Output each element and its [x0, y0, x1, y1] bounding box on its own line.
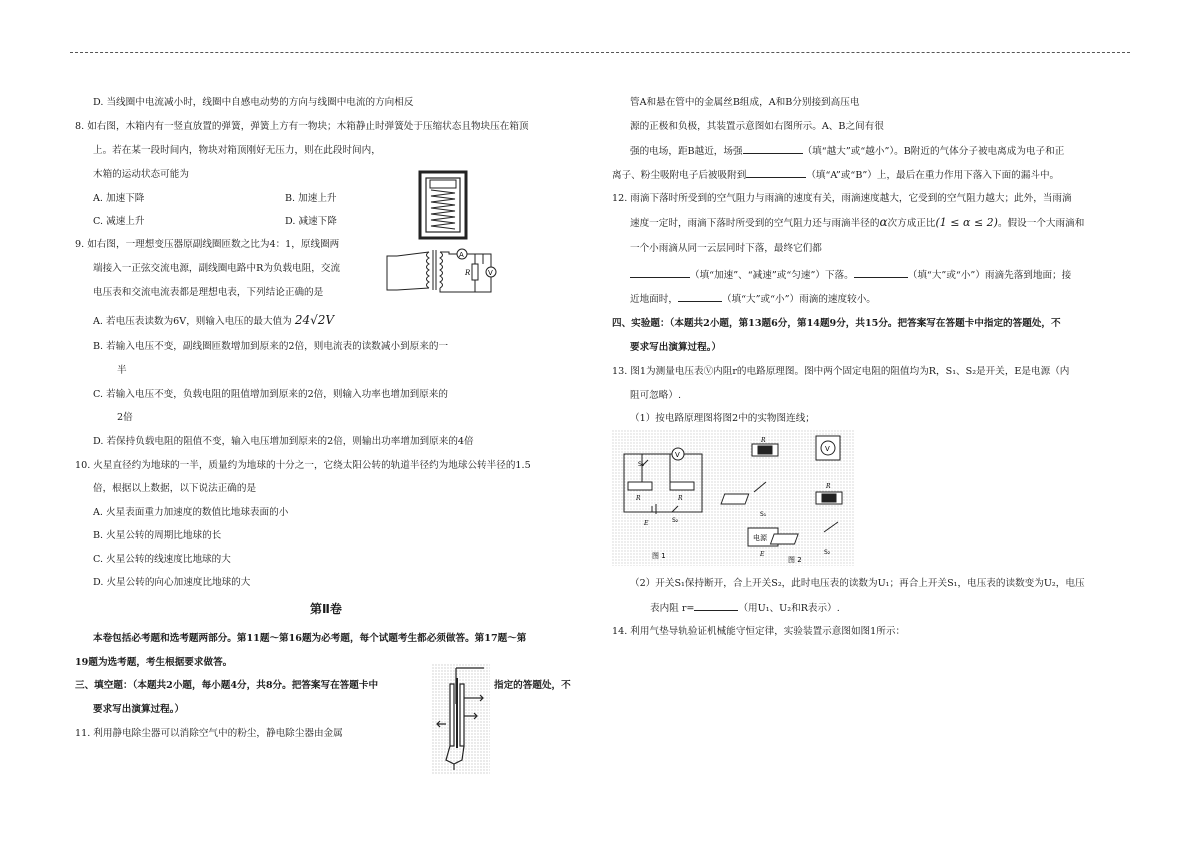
- q13-part2-1: （2）开关S₁保持断开，合上开关S₂，此时电压表的读数为U₁；再合上开关S₁，电压表的读数变为U₂，电压: [630, 578, 1085, 589]
- q12-stem-2c: 。假设一个大雨滴和: [997, 218, 1085, 229]
- q10-option-b: B. 火星公转的周期比地球的长: [93, 530, 222, 541]
- fig1-s2-label: S₂: [672, 517, 679, 524]
- answer-blank[interactable]: [694, 601, 738, 611]
- q12-stem-4a: （填“加速”、“减速”或“匀速”）下落。: [690, 270, 854, 281]
- q9-option-b-1: B. 若输入电压不变，副线圈匝数增加到原来的2倍，则电流表的读数减小到原来的一: [93, 341, 449, 352]
- circuit-figures: [612, 430, 855, 566]
- q8-stem-2: 上。若在某一段时间内，物块对箱顶刚好无压力，则在此段时间内，: [93, 145, 381, 156]
- q12-stem-5: [630, 292, 876, 306]
- q7-option-d: D. 当线圈中电流减小时，线圈中自感电动势的方向与线圈中电流的方向相反: [93, 97, 414, 108]
- section3-heading-2: 要求写出演算过程。）: [93, 704, 185, 715]
- fig2-r2-label: R: [826, 483, 831, 490]
- fig1-e-label: E: [644, 520, 649, 527]
- q9-option-a: [93, 314, 334, 328]
- q9-option-c-2: 2倍: [117, 412, 133, 423]
- fig2-s1-label: S₁: [760, 511, 767, 518]
- fig1-s1-label: S₁: [638, 461, 645, 468]
- q12-range: (1 ≤ α ≤ 2): [935, 216, 998, 229]
- fig2-caption: 图 2: [788, 556, 802, 564]
- q9-option-a-text: A. 若电压表读数为6V，则输入电压的最大值为: [93, 316, 292, 327]
- fig1-r2-label: R: [678, 495, 683, 502]
- q12-stem-2a: 速度一定时，雨滴下落时所受到的空气阻力还与雨滴半径的: [630, 218, 880, 229]
- section-title: 第Ⅱ卷: [310, 602, 342, 616]
- q12-stem-3: 一个小雨滴从同一云层同时下落，最终它们都: [630, 243, 822, 254]
- answer-blank[interactable]: [630, 268, 690, 278]
- q10-stem-2: 倍，根据以上数据，以下说法正确的是: [93, 483, 257, 494]
- q13-part2-2: [650, 601, 840, 615]
- q9-option-a-math: 24√2V: [294, 313, 335, 327]
- q13-stem-2: 阻可忽略）.: [630, 390, 682, 401]
- q10-option-c: C. 火星公转的线速度比地球的大: [93, 554, 231, 565]
- voltmeter-label: V: [488, 269, 493, 277]
- q11-cont-4b: （填“A”或“B”）上，最后在重力作用下落入下面的漏斗中。: [806, 170, 1060, 181]
- transformer-figure: [383, 242, 498, 300]
- q12-stem-4b: （填“大”或“小”）雨滴先落到地面；接: [907, 270, 1072, 281]
- fig2-e-label: E: [760, 551, 765, 558]
- q13-stem-1: 13. 图1为测量电压表Ⓥ内阻r的电路原理图。图中两个固定电阻的阻值均为R，S₁、S₂是开关，E是电源（内: [612, 366, 1070, 377]
- q11-cont-3a: 强的电场，距B越近，场强: [630, 146, 743, 157]
- section4-heading-1: 四、实验题：（本题共2小题，第13题6分，第14题9分，共15分。把答案写在答题卡中指定的答题处，不: [612, 318, 1061, 329]
- answer-blank[interactable]: [854, 268, 908, 278]
- part2-intro-1: 本卷包括必考题和选考题两部分。第11题～第16题为必考题，每个试题考生都必须做答。第17题～第: [93, 633, 527, 644]
- section3-heading-1: 三、填空题：（本题共2小题，每小题4分，共8分。把答案写在答题卡中: [75, 680, 379, 691]
- precipitator-figure: [432, 664, 490, 774]
- q12-stem-5b: （填“大”或“小”）雨滴的速度较小。: [721, 294, 876, 305]
- q11-cont-3b: （填“越大”或“越小”）。B附近的气体分子被电离成为电子和正: [802, 146, 1065, 157]
- q13-part2-2b: （用U₁、U₂和R表示）.: [738, 603, 840, 614]
- q12-stem-5a: 近地面时，: [630, 294, 678, 305]
- q11-cont-4: [612, 168, 1059, 182]
- part2-intro-2: 19题为选考题，考生根据要求做答。: [75, 657, 233, 668]
- q13-part1: （1）按电路原理图将图2中的实物图连线；: [630, 413, 815, 424]
- q11-cont-3: [630, 144, 1064, 158]
- q9-option-d: D. 若保持负载电阻的阻值不变，输入电压增加到原来的2倍，则输出功率增加到原来的4倍: [93, 436, 474, 447]
- q8-option-a: A. 加速下降: [93, 193, 145, 204]
- fig2-r1-label: R: [761, 437, 766, 444]
- fig2-v-label: V: [825, 445, 830, 453]
- q10-stem-1: 10. 火星直径约为地球的一半，质量约为地球的十分之一，它绕太阳公转的轨道半径约为地球公转半径的1.5: [75, 460, 531, 471]
- section4-heading-2: 要求写出演算过程。）: [630, 342, 722, 353]
- q11-cont-2: 源的正极和负极，其装置示意图如右图所示。A、B之间有很: [630, 121, 884, 132]
- q8-stem-1: 8. 如右图，木箱内有一竖直放置的弹簧，弹簧上方有一物块；木箱静止时弹簧处于压缩状态且物块压在箱顶: [75, 121, 529, 132]
- resistor-label: R: [465, 269, 471, 277]
- fig1-v-label: V: [675, 451, 680, 459]
- q13-part2-2a: 表内阻 r=: [650, 603, 695, 614]
- q12-alpha: α: [879, 215, 888, 229]
- q11-stem: 11. 利用静电除尘器可以消除空气中的粉尘，静电除尘器由金属: [75, 728, 343, 739]
- q8-stem-3: 木箱的运动状态可能为: [93, 169, 189, 180]
- answer-blank[interactable]: [678, 292, 722, 302]
- top-dashed-rule: [70, 52, 1130, 53]
- q9-stem-2: 端接入一正弦交流电源，副线圈电路中R为负载电阻，交流: [93, 263, 341, 274]
- q8-option-b: B. 加速上升: [285, 193, 337, 204]
- fig2-source-label: 电源: [753, 534, 767, 542]
- q8-option-c: C. 减速上升: [93, 216, 145, 227]
- q12-stem-2: [630, 216, 1084, 230]
- fig1-caption: 图 1: [652, 552, 666, 560]
- q9-option-c-1: C. 若输入电压不变，负载电阻的阻值增加到原来的2倍，则输入功率也增加到原来的: [93, 389, 448, 400]
- q11-cont-4a: 离子、粉尘吸附电子后被吸附到: [612, 170, 747, 181]
- q10-option-d: D. 火星公转的向心加速度比地球的大: [93, 577, 251, 588]
- fig1-r1-label: R: [636, 495, 641, 502]
- q10-option-a: A. 火星表面重力加速度的数值比地球表面的小: [93, 507, 289, 518]
- q9-stem-1: 9. 如右图，一理想变压器原副线圈匝数之比为4：1，原线圈两: [75, 239, 340, 250]
- fig2-s2-label: S₂: [824, 549, 831, 556]
- q14-stem: 14. 利用气垫导轨验证机械能守恒定律，实验装置示意图如图1所示：: [612, 626, 906, 637]
- ammeter-label: A: [459, 251, 464, 259]
- section3-heading-1b: 指定的答题处，不: [494, 680, 571, 691]
- answer-blank[interactable]: [743, 144, 803, 154]
- box-spring-figure: [418, 170, 468, 240]
- q12-stem-4: [630, 268, 1071, 282]
- q9-stem-3: 电压表和交流电流表都是理想电表，下列结论正确的是: [93, 287, 324, 298]
- q12-stem-1: 12. 雨滴下落时所受到的空气阻力与雨滴的速度有关，雨滴速度越大，它受到的空气阻力越大；此外，当雨滴: [612, 193, 1072, 204]
- q12-stem-2b: 次方成正比: [887, 218, 936, 229]
- q9-option-b-2: 半: [117, 365, 127, 376]
- answer-blank[interactable]: [746, 168, 806, 178]
- q8-option-d: D. 减速下降: [285, 216, 337, 227]
- q11-cont-1: 管A和悬在管中的金属丝B组成，A和B分别接到高压电: [630, 97, 860, 108]
